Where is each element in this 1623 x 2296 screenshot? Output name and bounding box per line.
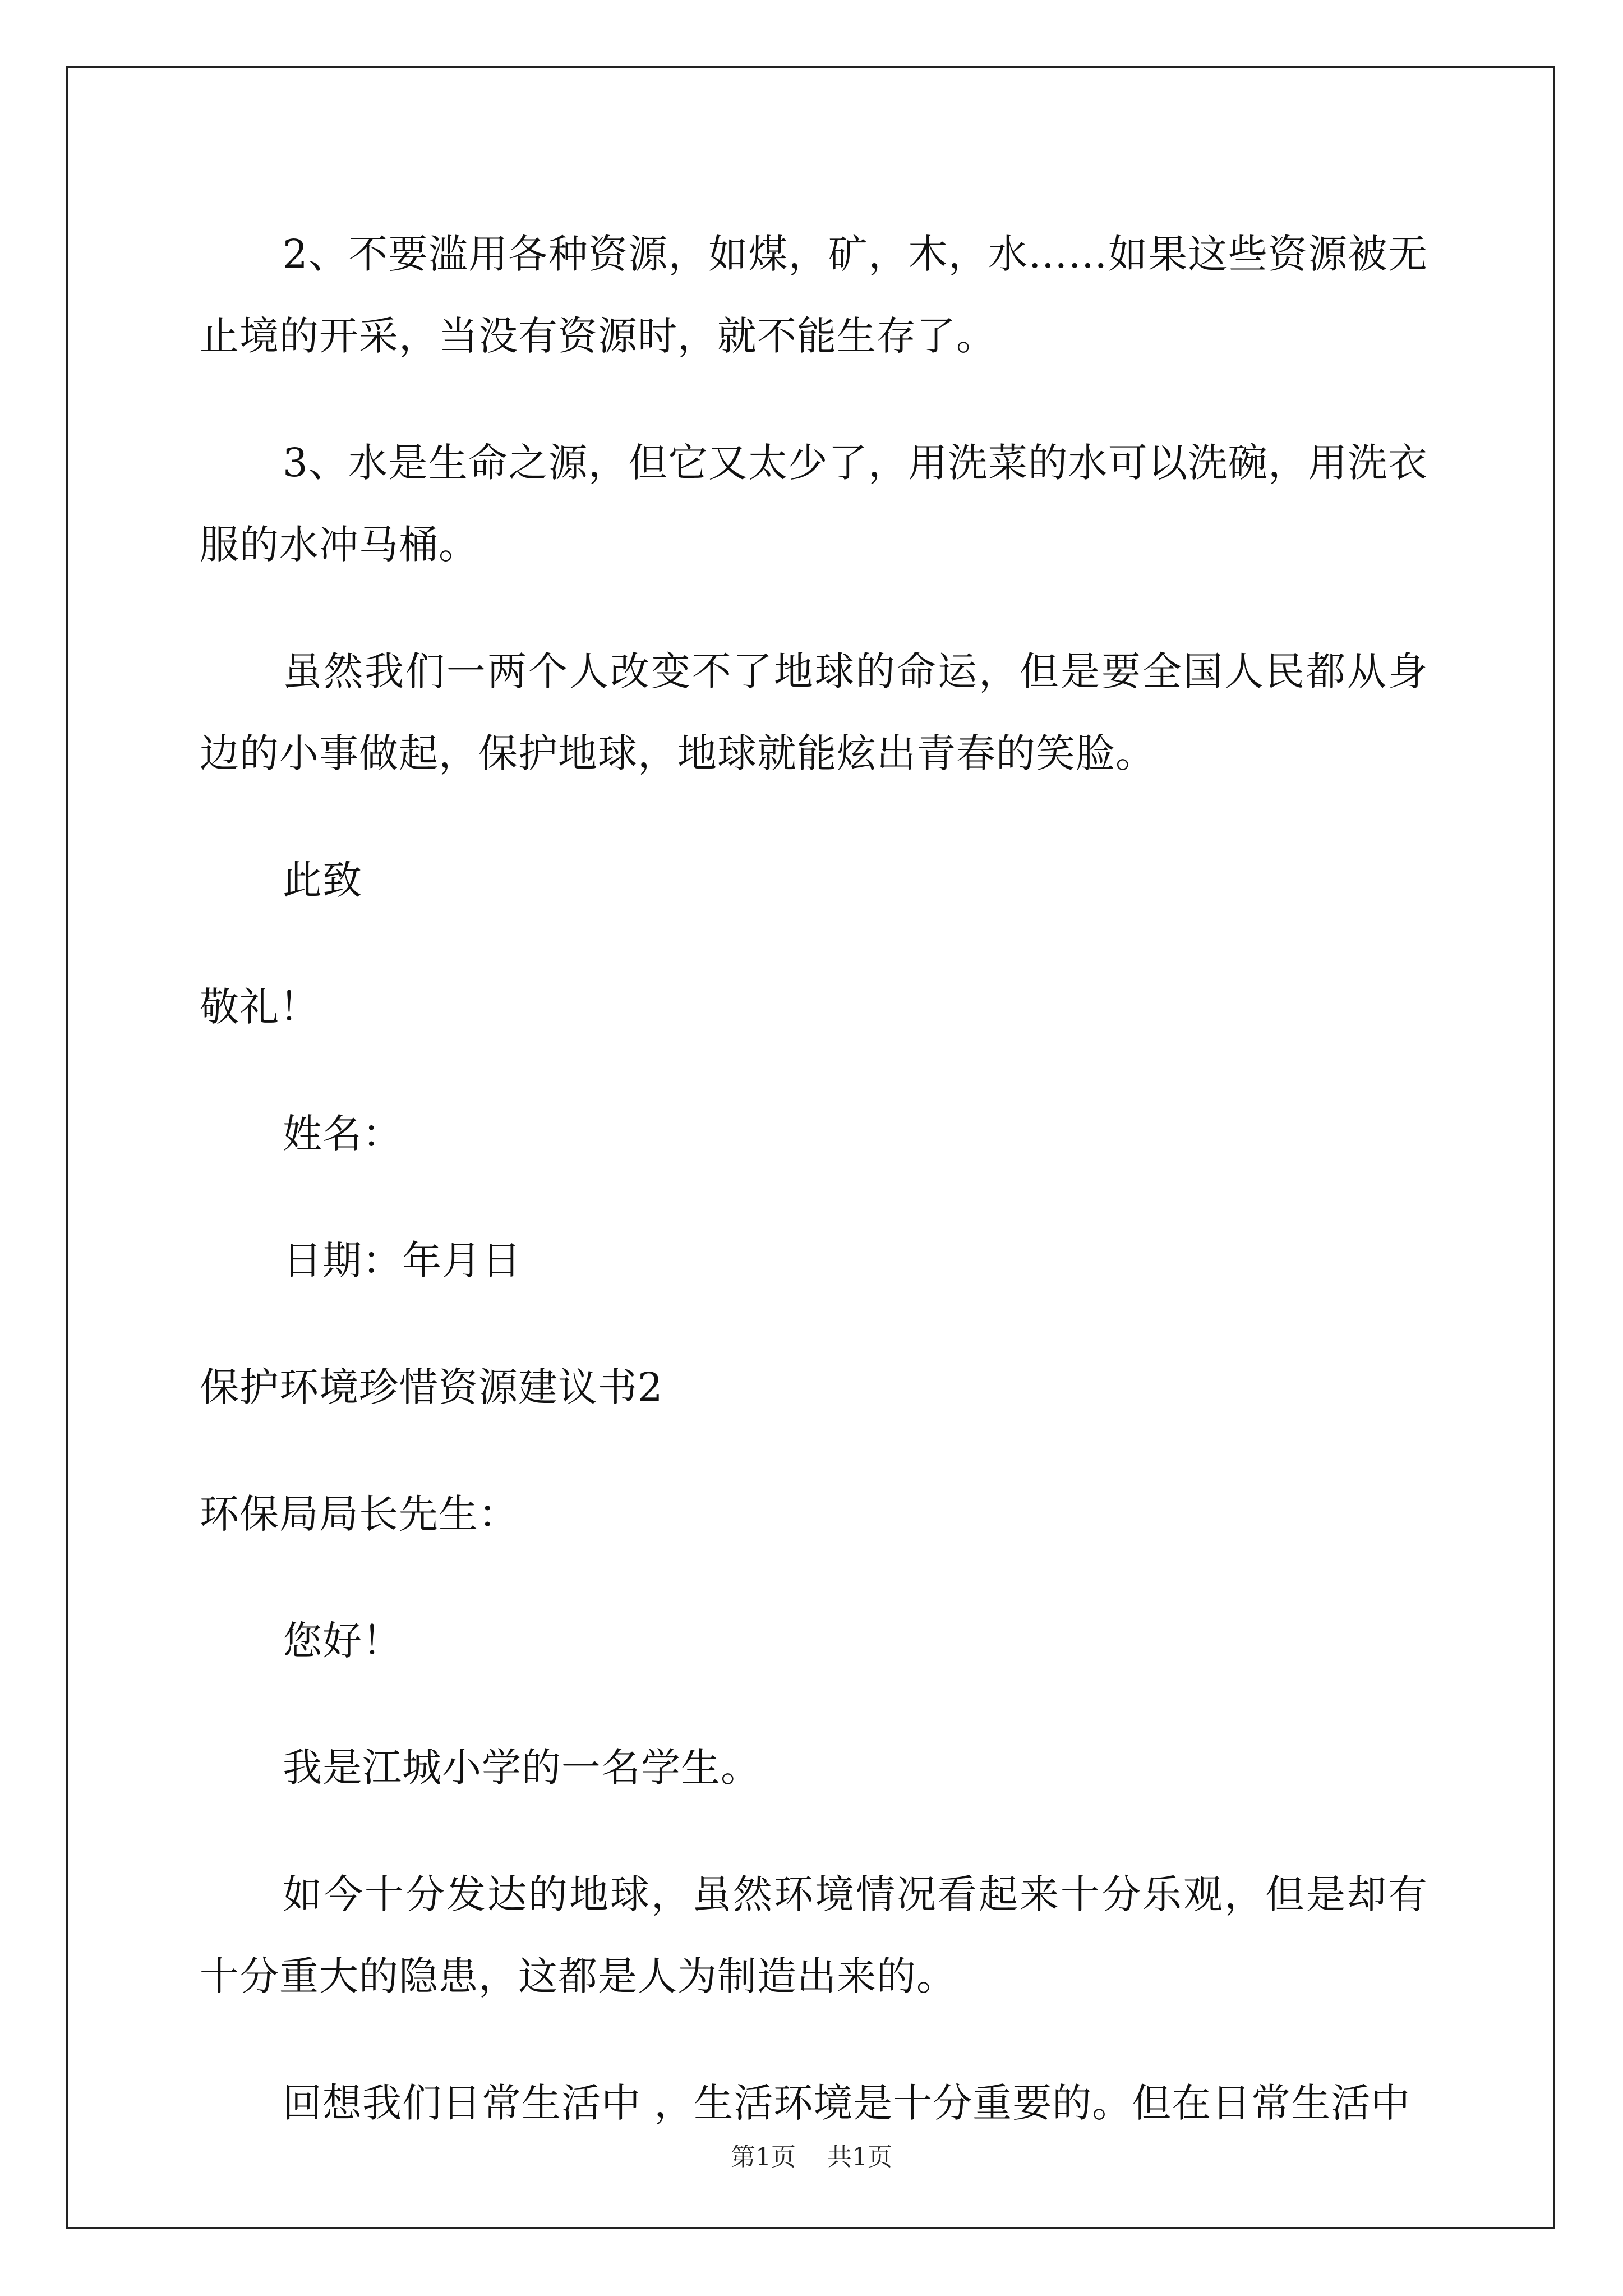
paragraph-hazard: 如今十分发达的地球，虽然环境情况看起来十分乐观，但是却有十分重大的隐患，这都是人为制造出来的。: [200, 1871, 1428, 1999]
paragraph-water: 3、水是生命之源，但它又太少了，用洗菜的水可以洗碗，用洗衣服的水冲马桶。: [200, 440, 1428, 568]
signature-name: 姓名：: [283, 1111, 402, 1157]
page-number-total: 共1页: [827, 2143, 892, 2171]
letter-greeting: 您好！: [283, 1618, 402, 1664]
closing-respect: 敬礼！: [200, 984, 319, 1030]
paragraph-resources: 2、不要滥用各种资源，如煤，矿，木，水……如果这些资源被无止境的开采，当没有资源时，就不能生存了。: [200, 231, 1428, 359]
page-number-current: 第1页: [731, 2143, 796, 2171]
paragraph-earth: 虽然我们一两个人改变不了地球的命运，但是要全国人民都从身边的小事做起，保护地球，地球就能炫出青春的笑脸。: [200, 648, 1428, 776]
section-title: 保护环境珍惜资源建议书2: [200, 1364, 663, 1410]
signature-date: 日期：年月日: [283, 1237, 522, 1283]
page-footer: [0, 2141, 1623, 2174]
document-body: [200, 213, 1428, 2189]
paragraph-daily-life: 回想我们日常生活中 ，生活环境是十分重要的。但在日常生活中: [283, 2080, 1411, 2126]
paragraph-intro: 我是江城小学的一名学生。: [283, 1745, 760, 1791]
closing-salutation: 此致: [283, 857, 362, 903]
letter-addressee: 环保局局长先生：: [200, 1491, 518, 1537]
